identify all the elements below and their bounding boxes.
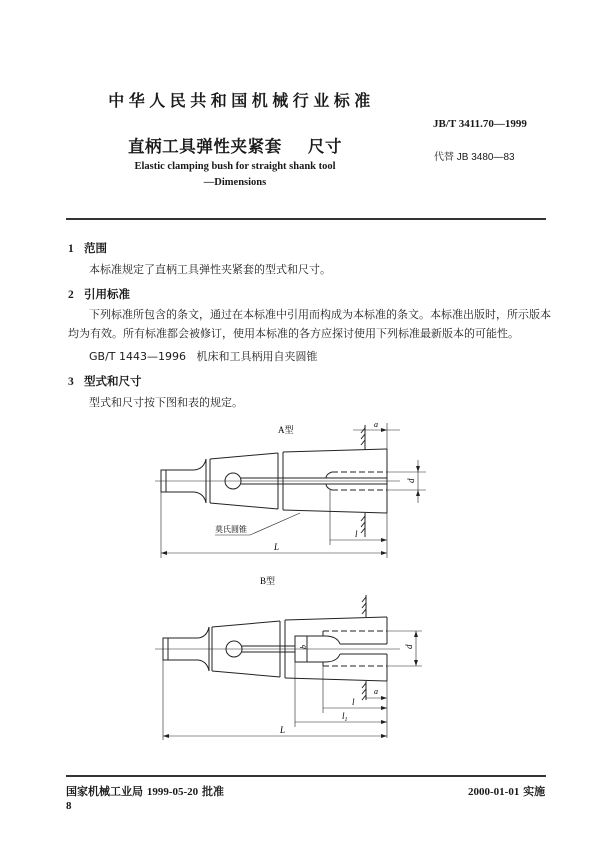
standard-number: JB/T 3411.70—1999	[433, 118, 527, 130]
dim-a-label: a	[374, 420, 378, 429]
header-divider	[66, 218, 546, 220]
morse-taper-callout: 莫氏圆锥	[215, 525, 247, 534]
figure-a-label: A型	[278, 425, 294, 435]
section-number: 3	[68, 376, 74, 388]
page-number: 8	[66, 800, 72, 812]
section-title: 范围	[84, 241, 107, 255]
dim-L-label: L	[280, 725, 286, 735]
title-sub: 尺寸	[307, 137, 343, 156]
replaces-standard: 代替 JB 3480—83	[434, 152, 515, 163]
dim-l-label: l	[352, 697, 355, 707]
approval-date: 1999-05-20	[146, 786, 199, 798]
approver: 国家机械工业局	[66, 785, 143, 798]
section-3-text: 型式和尺寸按下图和表的规定。	[89, 396, 243, 409]
footer-divider	[66, 775, 546, 777]
section-2-heading	[68, 286, 130, 302]
document-title-cn	[0, 133, 470, 157]
section-2-text-line1: 下列标准所包含的条文，通过在本标准中引用而构成为本标准的条文。本标准出版时，所示版本	[89, 308, 551, 321]
figure-b-label: B型	[260, 576, 276, 586]
dim-b-label: b	[299, 645, 308, 649]
dim-l-label: l	[355, 529, 358, 539]
section-1-heading	[68, 240, 107, 256]
effective-word: 实施	[523, 785, 546, 798]
document-title-en-line2: —Dimensions	[203, 177, 267, 188]
approval-word: 批准	[202, 785, 225, 798]
dim-d-label: d	[406, 478, 416, 483]
section-3-heading	[68, 373, 142, 389]
effective-line	[468, 783, 545, 799]
dim-a-label: a	[374, 687, 378, 696]
document-title-en-line1: Elastic clamping bush for straight shank tool	[134, 161, 336, 172]
section-number: 1	[68, 243, 74, 255]
approval-line	[66, 783, 224, 799]
figure-type-a	[150, 415, 450, 570]
section-title: 型式和尺寸	[84, 374, 142, 388]
section-2-text-line2: 均为有效。所有标准都会被修订，使用本标准的各方应探讨使用下列标准最新版本的可能性。	[68, 327, 519, 340]
issuing-organization: 中华人民共和国机械行业标准	[108, 91, 375, 110]
title-main: 直柄工具弹性夹紧套	[127, 137, 282, 156]
effective-date: 2000-01-01	[468, 786, 520, 798]
section-1-text: 本标准规定了直柄工具弹性夹紧套的型式和尺寸。	[89, 263, 331, 276]
dim-L-label: L	[274, 542, 280, 552]
referenced-standard: GB/T 1443—1996 机床和工具柄用自夹圆锥	[89, 350, 318, 363]
dim-l1-label: $l_1$	[342, 711, 348, 723]
dim-d-label: d	[404, 644, 414, 649]
section-title: 引用标准	[84, 287, 130, 301]
section-number: 2	[68, 289, 74, 301]
figure-type-b	[150, 570, 450, 745]
